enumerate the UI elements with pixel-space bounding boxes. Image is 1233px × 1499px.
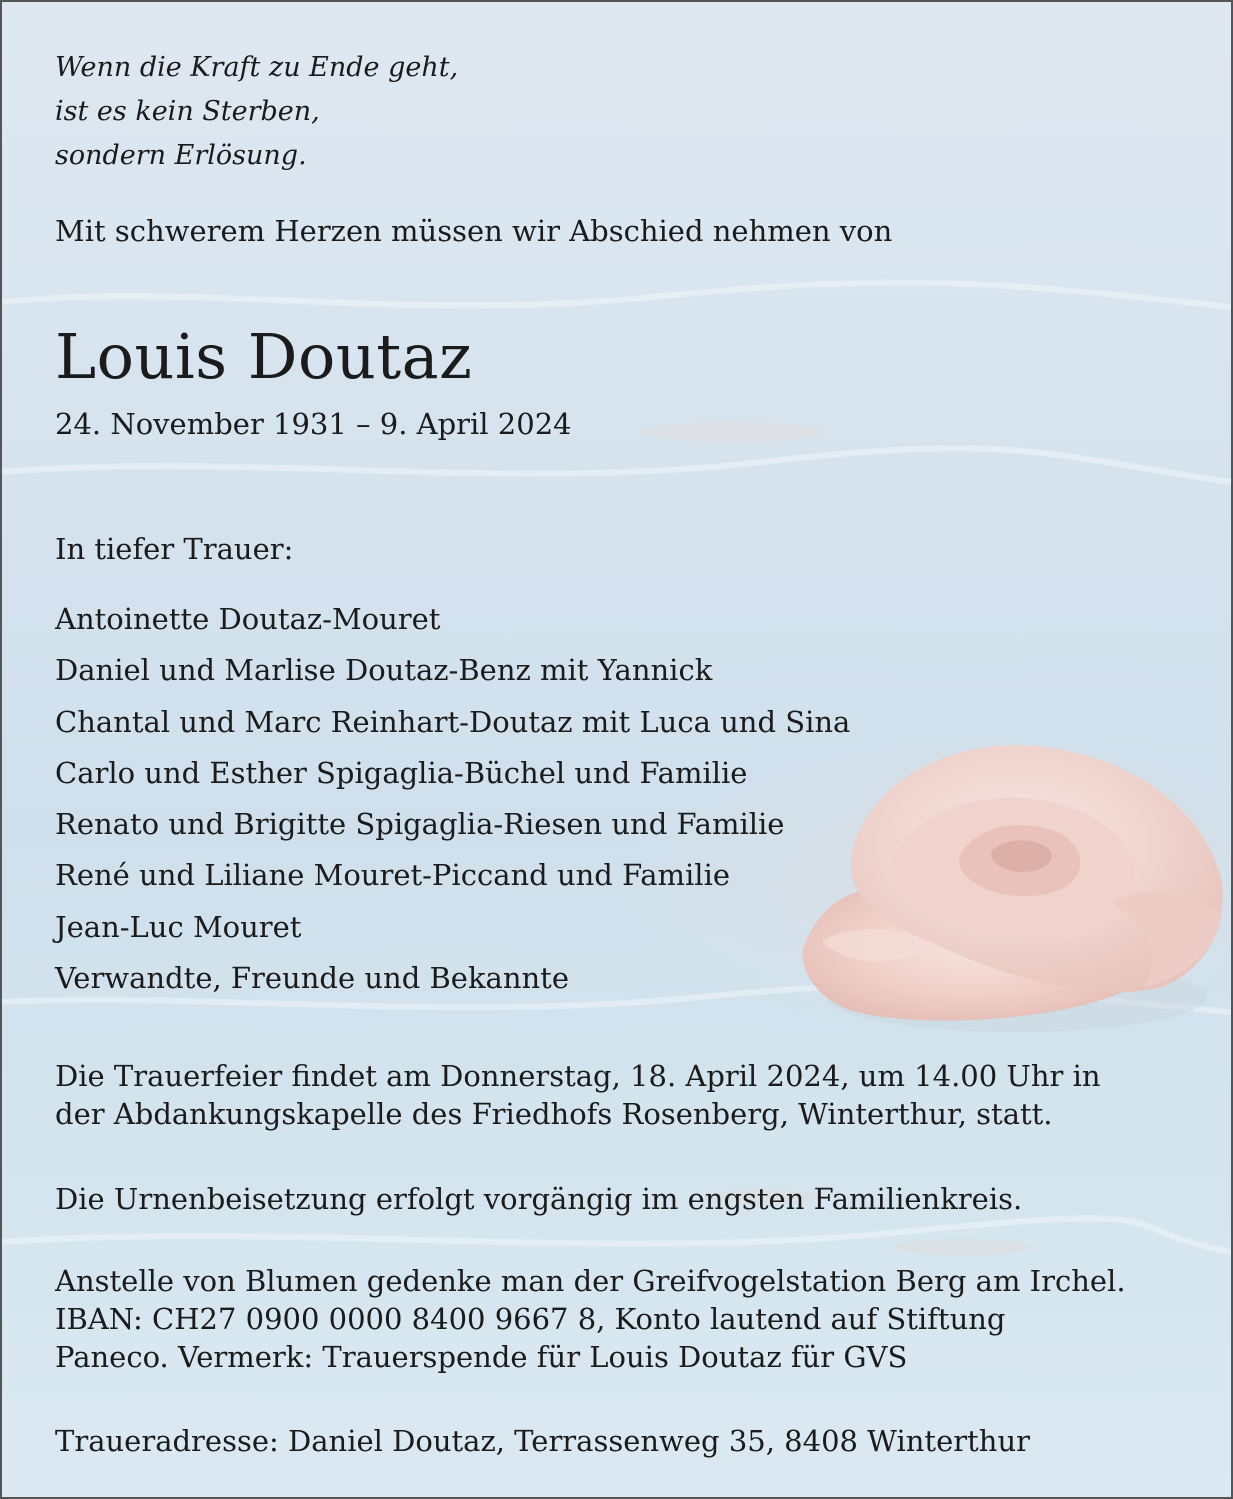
donation-line: Anstelle von Blumen gedenke man der Greifvogelstation Berg am Irchel. <box>55 1264 1126 1298</box>
ceremony-info <box>55 1057 1101 1133</box>
mourner: Chantal und Marc Reinhart-Doutaz mit Luca und Sina <box>55 704 851 739</box>
mourner: Verwandte, Freunde und Bekannte <box>55 961 569 996</box>
mourner: Carlo und Esther Spigaglia-Büchel und Familie <box>55 755 748 790</box>
burial-info: Die Urnenbeisetzung erfolgt vorgängig im engsten Familienkreis. <box>55 1182 1023 1216</box>
mourner: Antoinette Doutaz-Mouret <box>55 602 441 636</box>
donation-line: Paneco. Vermerk: Trauerspende für Louis Doutaz für GVS <box>55 1340 908 1374</box>
donation-line: IBAN: CH27 0900 0000 8400 9667 8, Konto lautend auf Stiftung <box>55 1302 1006 1336</box>
life-dates: 24. November 1931 – 9. April 2024 <box>55 407 572 441</box>
verse-line: Wenn die Kraft zu Ende geht, <box>55 52 459 83</box>
donation-info <box>55 1262 1126 1376</box>
mourner: Renato und Brigitte Spigaglia-Riesen und Familie <box>55 807 785 842</box>
mourning-heading: In tiefer Trauer: <box>55 532 294 566</box>
mourner: Daniel und Marlise Doutaz-Benz mit Yannick <box>55 653 713 688</box>
intro-text: Mit schwerem Herzen müssen wir Abschied nehmen von <box>55 214 893 248</box>
ceremony-line: der Abdankungskapelle des Friedhofs Rosenberg, Winterthur, statt. <box>55 1097 1053 1131</box>
ceremony-line: Die Trauerfeier findet am Donnerstag, 18. April 2024, um 14.00 Uhr in <box>55 1059 1101 1093</box>
deceased-name: Louis Doutaz <box>55 320 473 393</box>
verse-line: sondern Erlösung. <box>55 140 307 171</box>
mourner: René und Liliane Mouret-Piccand und Familie <box>55 858 731 893</box>
verse-line: ist es kein Sterben, <box>55 96 320 127</box>
mourning-address: Traueradresse: Daniel Doutaz, Terrassenweg 35, 8408 Winterthur <box>55 1424 1030 1458</box>
verse <box>55 46 458 178</box>
mourner: Jean-Luc Mouret <box>55 909 302 944</box>
mourners-list <box>55 594 850 1004</box>
